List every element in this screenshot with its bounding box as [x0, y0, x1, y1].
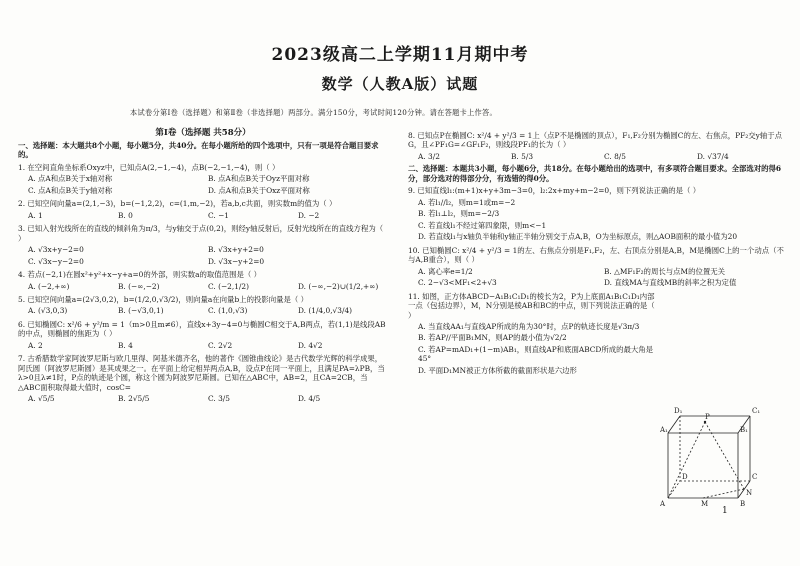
- question-stem: 10. 已知椭圆C: x²/4 + y²/3 = 1的左、右焦点分别是F₁,F₂，左、右顶点分别是A,B，M是椭圆C上的一个动点（不与A,B重合），则（ ）: [408, 245, 784, 265]
- option: D. 直线MA与直线MB的斜率之积为定值: [604, 278, 737, 288]
- option: B. 4: [118, 340, 133, 350]
- right-column: [408, 128, 790, 376]
- option: C. 8/5: [604, 151, 626, 161]
- question-options: [418, 266, 790, 289]
- option: C. √3x−y−2=0: [28, 256, 84, 266]
- option: D. 平面D₁MN被正方体所截的截面形状是六边形: [418, 365, 577, 375]
- part-title: 第Ⅰ卷（选择题 共58分）: [155, 128, 251, 138]
- option: D. 4√2: [298, 340, 323, 350]
- question-stem: 8. 已知点P在椭圆C: x²/4 + y²/3 = 1上（点P不是椭圆的顶点），F₁,F₂分别为椭圆C的左、右焦点，PF₂交y轴于点G，且∠PF₁G=∠GF₁F₂，则线段PF₁的长为（ ）: [408, 131, 782, 150]
- option: D. 若直线l₁与x轴负半轴和y轴正半轴分别交于点A,B，O为坐标原点，则△AOB面积的最小值为20: [418, 232, 738, 242]
- option: C. 若AP=mAD₁+(1−m)AB₁，则直线AP和底面ABCD所成的最大角是45°: [418, 344, 654, 364]
- option: B. 点A和点B关于Oyz平面对称: [208, 174, 310, 184]
- option: C. 若直线l₁不经过第四象限，则m<−1: [418, 220, 547, 230]
- cube-label: M: [701, 500, 709, 508]
- option: A. 2: [28, 340, 43, 350]
- exam-title: 2023级高二上学期11月期中考: [271, 45, 529, 65]
- option: A. 若l₁//l₂，则m=1或m=−2: [418, 197, 516, 207]
- cube-label: A₁: [660, 426, 668, 434]
- question-stem: 4. 若点(−2,1)在圆x²+y²+x−y+a=0的外部，则实数a的取值范围是（ ）: [18, 270, 261, 280]
- exam-instructions: 本试卷分第Ⅰ卷（选择题）和第Ⅱ卷（非选择题）两部分。满分150分，考试时间120分钟。请在答题卡上作答。: [130, 108, 498, 117]
- cube-label: D: [682, 473, 688, 481]
- option: A. (√3,0,3): [28, 306, 68, 316]
- cube-label: A: [660, 500, 666, 508]
- option: B. 5/3: [511, 151, 534, 161]
- cube-label: N: [746, 489, 753, 497]
- cube-point-p: [704, 421, 706, 423]
- question-options: [28, 210, 388, 221]
- option: B. 0: [118, 210, 133, 220]
- cube-figure: [660, 398, 770, 508]
- option: C. 2√2: [208, 340, 233, 350]
- question-options: [28, 173, 388, 196]
- option: A. √3x+y−2=0: [28, 245, 84, 255]
- question-options: [418, 151, 790, 162]
- option: B. 2√5/5: [118, 394, 150, 404]
- cube-label: B₁: [740, 426, 748, 434]
- page-number: 1: [722, 506, 728, 516]
- option: A. 3/2: [418, 151, 440, 161]
- question-stem: 3. 已知入射光线所在的直线的倾斜角为π/3，与y轴交于点(0,2)，则经y轴反射后，反射光线所在的直线方程为（ ）: [18, 224, 384, 243]
- option: B. 若l₁⊥l₂，则m=−2/3: [418, 209, 500, 219]
- option: B. √3x+y+2=0: [208, 245, 264, 255]
- option: C. (1,0,√3): [208, 306, 248, 316]
- option: C. −1: [208, 210, 229, 220]
- option: B. (−∞,−2): [118, 281, 160, 291]
- cube-label: C: [752, 473, 758, 481]
- section-heading: 二、选择题：本题共3小题，每小题6分，共18分。在每小题给出的选项中，有多项符合题目要求。全部选对的得6分，部分选对的得部分分，有选错的得0分。: [408, 164, 782, 183]
- question-options: [28, 340, 388, 351]
- option: D. (1/4,0,√3/4): [298, 306, 353, 316]
- option: D. (−∞,−2)∪(1/2,+∞): [298, 281, 379, 291]
- question-stem: 9. 已知直线l₁:(m+1)x+y+3m−3=0，l₂:2x+my+m−2=0，则下列说法正确的是（ ）: [408, 186, 701, 196]
- option: A. 1: [28, 210, 43, 220]
- cube-label: B: [740, 500, 746, 508]
- option: D. √3x−y+2=0: [208, 256, 265, 266]
- question-stem: 5. 已知空间向量a=(2√3,0,2)，b=(1/2,0,√3/2)，则向量a在向量b上的投影向量是（ ）: [18, 294, 309, 304]
- option: C. 点A和点B关于y轴对称: [28, 185, 113, 195]
- option: D. 点A和点B关于Oxz平面对称: [208, 185, 310, 195]
- question-stem: 1. 在空间直角坐标系Oxyz中，已知点A(2,−1,−4)，点B(−2,−1,−4)，则（ ）: [18, 162, 280, 172]
- option: D. 4/5: [298, 394, 321, 404]
- option: A. 当直线AA₁与直线AP所成的角为30°时，点P的轨迹长度是√3π/3: [418, 321, 640, 331]
- question-options: [28, 305, 388, 316]
- question-options: [28, 244, 388, 267]
- cube-edge-hidden: [668, 481, 680, 498]
- option: D. √37/4: [697, 151, 729, 161]
- option: A. 离心率e=1/2: [418, 266, 473, 276]
- exam-header: [0, 40, 800, 94]
- option: C. (−2,1/2): [208, 281, 249, 291]
- cube-edge: [668, 416, 680, 433]
- option: D. −2: [298, 210, 320, 220]
- left-column: [18, 128, 388, 405]
- cube-label: P: [705, 413, 710, 421]
- question-stem: 11. 如图，正方体ABCD−A₁B₁C₁D₁的棱长为2，P为上底面A₁B₁C₁D₁内部一点（包括边界），M，N分别是棱AB和BC的中点，则下列说法正确的是（ ）: [408, 291, 655, 320]
- question-stem: 7. 古希腊数学家阿波罗尼斯与欧几里得、阿基米德齐名，他的著作《圆锥曲线论》是古代数学光辉的科学成果，阿氏圆（阿波罗尼斯圆）是其成果之一。在平面上给定相异两点A,B，设点P在同一平面上，且满足PA=λPB，当λ>0且λ≠1时，P点的轨迹是个圆，称这个圆为阿波罗尼斯圆。已知在△ABC中，AB=2，且CA=2CB，当△ABC面积取得最大值时，cosC=: [18, 354, 385, 392]
- cube-label: C₁: [752, 407, 761, 415]
- question-stem: 6. 已知椭圆C: x²/6 + y²/m = 1（m>0且m≠6），直线x+3y−4=0与椭圆C相交于A,B两点，若(1,1)是线段AB的中点，则椭圆的焦距为（ ）: [18, 319, 386, 339]
- option: A. (−2,+∞): [28, 281, 70, 291]
- question-options: [28, 393, 388, 404]
- question-stem: 2. 已知空间向量a=(2,1,−3)，b=(−1,2,2)，c=(1,m,−2)，若a,b,c共面，则实数m的值为（ ）: [18, 199, 337, 209]
- option: A. 点A和点B关于x轴对称: [28, 174, 113, 184]
- cube-label: D₁: [674, 407, 683, 415]
- question-options: [28, 281, 388, 292]
- exam-subtitle: 数学（人教A版）试题: [321, 75, 479, 93]
- option: B. (−√3,0,1): [118, 306, 164, 316]
- option: A. √5/5: [28, 394, 55, 404]
- option: B. △MF₁F₂的周长与点M的位置无关: [604, 266, 726, 276]
- option: C. 3/5: [208, 394, 230, 404]
- section-heading: 一、选择题：本大题共8个小题，每小题5分，共40分。在每小题所给的四个选项中，只有一项是符合题目要求的。: [18, 140, 379, 160]
- option: B. 若AP//平面B₁MN，则AP的最小值为√2/2: [418, 333, 567, 343]
- option: C. 2−√3<MF₁<2+√3: [418, 278, 497, 288]
